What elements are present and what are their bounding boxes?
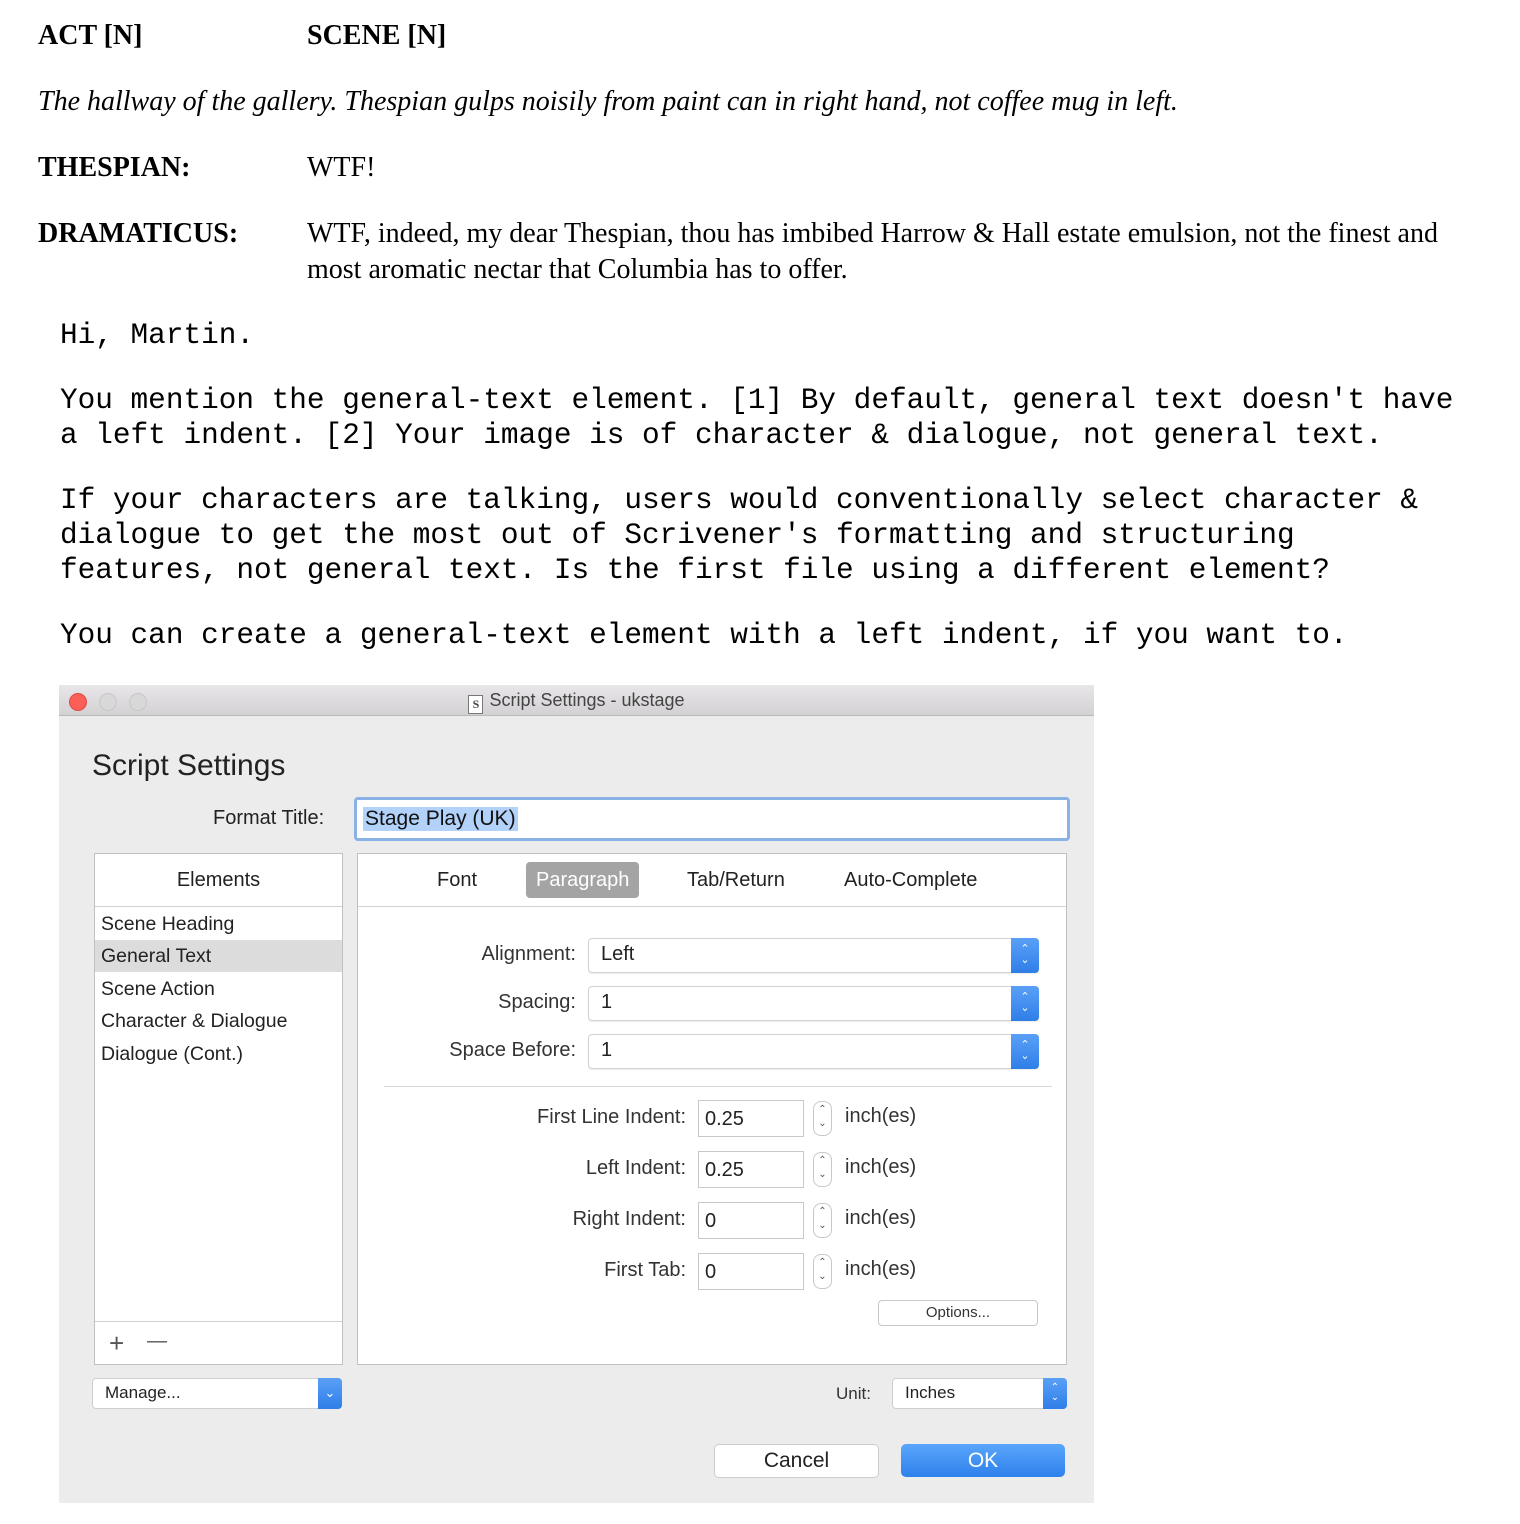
element-item-scene-heading[interactable]: Scene Heading bbox=[101, 913, 235, 935]
tab-auto-complete[interactable]: Auto-Complete bbox=[844, 869, 978, 891]
section-divider bbox=[384, 1086, 1052, 1087]
reply-paragraph: If your characters are talking, users would conventionally select character & dialogue to get the most out of Scrivener's formatting and structuring features, not general text. Is the first file using a different element? bbox=[60, 484, 1419, 587]
element-item-character-dialogue[interactable]: Character & Dialogue bbox=[101, 1010, 288, 1032]
unit-suffix: inch(es) bbox=[845, 1207, 917, 1229]
first-tab-stepper[interactable]: ⌃ ⌄ bbox=[813, 1254, 832, 1289]
element-item-dialogue-cont[interactable]: Dialogue (Cont.) bbox=[101, 1043, 243, 1065]
ok-button[interactable]: OK bbox=[901, 1444, 1065, 1477]
unit-suffix: inch(es) bbox=[845, 1156, 917, 1178]
first-line-indent-label: First Line Indent: bbox=[537, 1106, 686, 1128]
elements-header: Elements bbox=[95, 854, 342, 907]
select-arrows-icon: ⌃ ⌄ bbox=[1011, 938, 1039, 973]
script-settings-window bbox=[59, 685, 1094, 1503]
left-indent-stepper[interactable]: ⌃ ⌄ bbox=[813, 1152, 832, 1187]
tab-font[interactable]: Font bbox=[437, 869, 478, 891]
title-bar[interactable] bbox=[59, 685, 1094, 716]
first-line-indent-input[interactable] bbox=[698, 1100, 804, 1137]
format-title-value: Stage Play (UK) bbox=[365, 807, 516, 830]
format-title-label: Format Title: bbox=[213, 807, 325, 829]
window-title-text: Script Settings - ukstage bbox=[489, 690, 685, 710]
left-indent-label: Left Indent: bbox=[585, 1157, 686, 1179]
reply-greeting: Hi, Martin. bbox=[60, 319, 255, 352]
add-element-button[interactable]: + bbox=[109, 1328, 125, 1358]
right-indent-label: Right Indent: bbox=[572, 1208, 686, 1230]
first-tab-value: 0 bbox=[705, 1261, 717, 1283]
scene-heading: SCENE [N] bbox=[307, 20, 447, 51]
format-title-input[interactable] bbox=[354, 797, 1070, 841]
chevron-down-icon: ⌄ bbox=[318, 1378, 342, 1409]
space-before-value: 1 bbox=[601, 1039, 613, 1061]
stage-direction: The hallway of the gallery. Thespian gulps noisily from paint can in right hand, not coffee mug in left. bbox=[38, 86, 1178, 117]
reply-paragraph: You can create a general-text element with a left indent, if you want to. bbox=[60, 619, 1348, 652]
left-indent-value: 0.25 bbox=[705, 1159, 744, 1181]
space-before-label: Space Before: bbox=[449, 1039, 576, 1061]
select-arrows-icon: ⌃ ⌄ bbox=[1043, 1378, 1067, 1409]
spacing-label: Spacing: bbox=[498, 991, 576, 1013]
act-heading: ACT [N] bbox=[38, 20, 143, 51]
unit-suffix: inch(es) bbox=[845, 1105, 917, 1127]
alignment-select[interactable] bbox=[588, 938, 1039, 973]
character-name: DRAMATICUS: bbox=[38, 218, 239, 249]
unit-select[interactable] bbox=[892, 1378, 1067, 1409]
alignment-value: Left bbox=[601, 943, 635, 965]
left-indent-input[interactable] bbox=[698, 1151, 804, 1188]
unit-value: Inches bbox=[905, 1383, 956, 1402]
right-indent-input[interactable] bbox=[698, 1202, 804, 1239]
settings-panel bbox=[357, 853, 1067, 1365]
unit-label: Unit: bbox=[836, 1384, 871, 1403]
tab-paragraph[interactable]: Paragraph bbox=[526, 862, 639, 898]
select-arrows-icon: ⌃ ⌄ bbox=[1011, 1034, 1039, 1069]
element-item-general-text[interactable]: General Text bbox=[95, 940, 342, 972]
first-tab-label: First Tab: bbox=[604, 1259, 686, 1281]
options-button[interactable]: Options... bbox=[878, 1300, 1038, 1326]
select-arrows-icon: ⌃ ⌄ bbox=[1011, 986, 1039, 1021]
space-before-select[interactable] bbox=[588, 1034, 1039, 1069]
manage-label: Manage... bbox=[105, 1383, 181, 1402]
reply-paragraph: You mention the general-text element. [1] By default, general text doesn't have a left indent. [2] Your image is of character & dialogue, not general text. bbox=[60, 384, 1454, 452]
remove-element-button[interactable]: — bbox=[147, 1330, 167, 1352]
first-tab-input[interactable] bbox=[698, 1253, 804, 1290]
tab-tab-return[interactable]: Tab/Return bbox=[687, 869, 785, 891]
element-item-scene-action[interactable]: Scene Action bbox=[101, 978, 215, 1000]
manage-popup[interactable] bbox=[92, 1378, 342, 1409]
elements-list bbox=[94, 853, 343, 1365]
spacing-select[interactable] bbox=[588, 986, 1039, 1021]
unit-suffix: inch(es) bbox=[845, 1258, 917, 1280]
cancel-button[interactable]: Cancel bbox=[714, 1444, 879, 1478]
window-title bbox=[59, 690, 1094, 714]
character-name: THESPIAN: bbox=[38, 152, 191, 183]
dialogue-text: WTF! bbox=[307, 152, 376, 183]
alignment-label: Alignment: bbox=[481, 943, 576, 965]
dialogue-text: WTF, indeed, my dear Thespian, thou has imbibed Harrow & Hall estate emulsion, not the finest and most aromatic nectar that Columbia has to offer. bbox=[307, 218, 1438, 285]
first-line-indent-stepper[interactable]: ⌃ ⌄ bbox=[813, 1101, 832, 1136]
dialog-heading: Script Settings bbox=[92, 749, 286, 782]
tab-bar bbox=[358, 854, 1066, 907]
scrivener-document-icon: S bbox=[468, 695, 483, 714]
right-indent-stepper[interactable]: ⌃ ⌄ bbox=[813, 1203, 832, 1238]
right-indent-value: 0 bbox=[705, 1210, 717, 1232]
spacing-value: 1 bbox=[601, 991, 613, 1013]
elements-footer bbox=[95, 1321, 342, 1364]
first-line-indent-value: 0.25 bbox=[705, 1108, 744, 1130]
